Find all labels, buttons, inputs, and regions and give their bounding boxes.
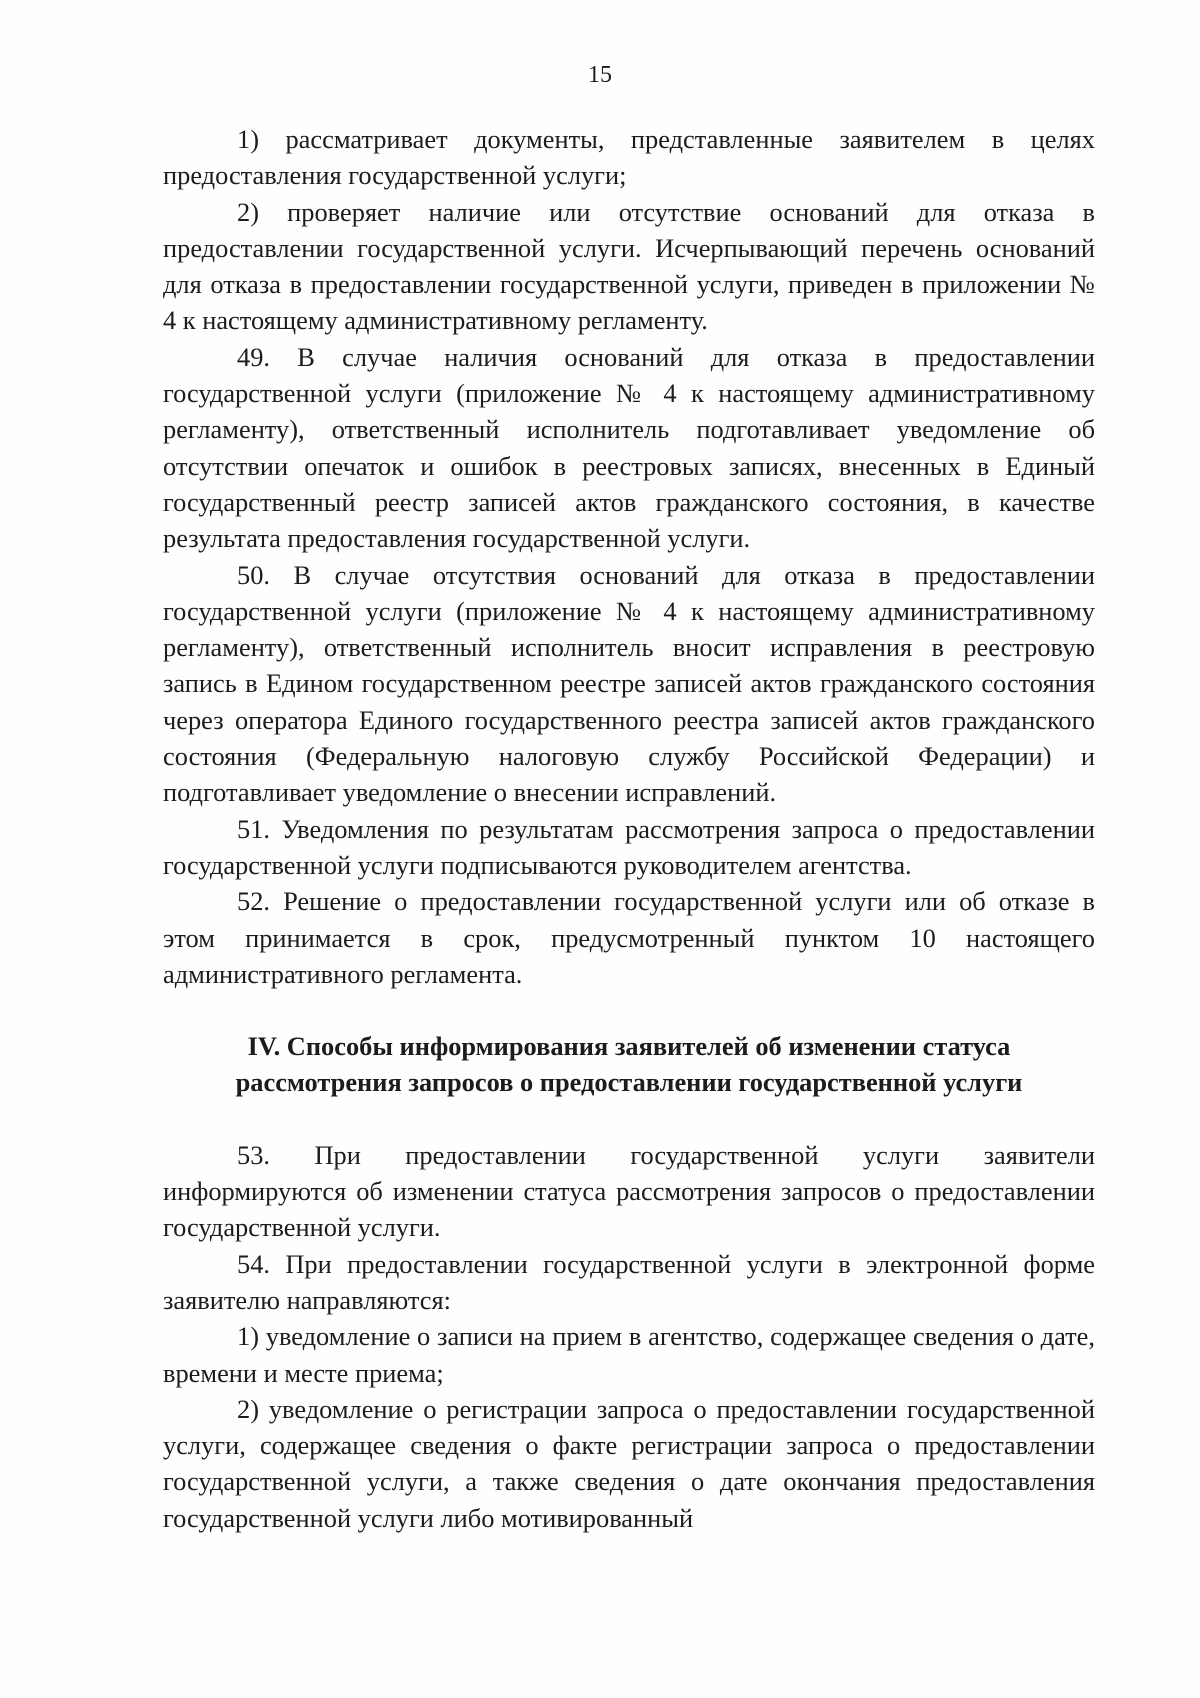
paragraph-49: 49. В случае наличия оснований для отказа в предоставлении государственной услуги (приложение № 4 к настоящему административному регламенту), ответственный исполнитель подготавливает уведомление об отсутствии опечаток и ошибок в реестровых записях, внесенных в Единый государственный реестр записей актов гражданского состояния, в качестве результата предоставления государственной услуги. xyxy=(163,341,1095,554)
section-iv-body xyxy=(163,1137,1095,1536)
section-heading xyxy=(163,1028,1095,1101)
paragraph-54-item-1: 1) уведомление о записи на прием в агентство, содержащее сведения о дате, времени и месте приема; xyxy=(163,1321,1095,1388)
paragraph-54: 54. При предоставлении государственной услуги в электронной форме заявителю направляются: xyxy=(163,1248,1095,1315)
paragraph-item-1-review-documents: 1) рассматривает документы, представленные заявителем в целях предоставления государственной услуги; xyxy=(163,124,1095,191)
paragraph-item-2-check-grounds: 2) проверяет наличие или отсутствие оснований для отказа в предоставлении государственной услуги. Исчерпывающий перечень оснований для отказа в предоставлении государственной услуги, приведен в приложении № 4 к настоящему административному регламенту. xyxy=(163,196,1095,336)
section-heading-line-2: рассмотрения запросов о предоставлении государственной услуги xyxy=(235,1067,1023,1098)
paragraph-50: 50. В случае отсутствия оснований для отказа в предоставлении государственной услуги (приложение № 4 к настоящему административному регламенту), ответственный исполнитель вносит исправления в реестровую запись в Едином государственном реестре записей актов гражданского состояния через оператора Единого государственного реестра записей актов гражданского состояния (Федеральную налоговую службу Российской Федерации) и подготавливает уведомление о внесении исправлений. xyxy=(163,559,1095,808)
paragraph-54-item-2: 2) уведомление о регистрации запроса о предоставлении государственной услуги, содержащее сведения о факте регистрации запроса о предоставлении государственной услуги, а также сведения о дате окончания предоставления государственной услуги либо мотивированный xyxy=(163,1393,1095,1533)
paragraph-51: 51. Уведомления по результатам рассмотрения запроса о предоставлении государственной услуги подписываются руководителем агентства. xyxy=(163,813,1095,880)
section-heading-line-1: IV. Способы информирования заявителей об изменении статуса xyxy=(247,1031,1011,1062)
paragraph-52: 52. Решение о предоставлении государственной услуги или об отказе в этом принимается в срок, предусмотренный пунктом 10 настоящего административного регламента. xyxy=(163,886,1095,989)
page-number: 15 xyxy=(588,62,612,88)
document-body xyxy=(163,121,1095,1536)
paragraph-53: 53. При предоставлении государственной услуги заявители информируются об изменении статуса рассмотрения запросов о предоставлении государственной услуги. xyxy=(163,1139,1095,1243)
